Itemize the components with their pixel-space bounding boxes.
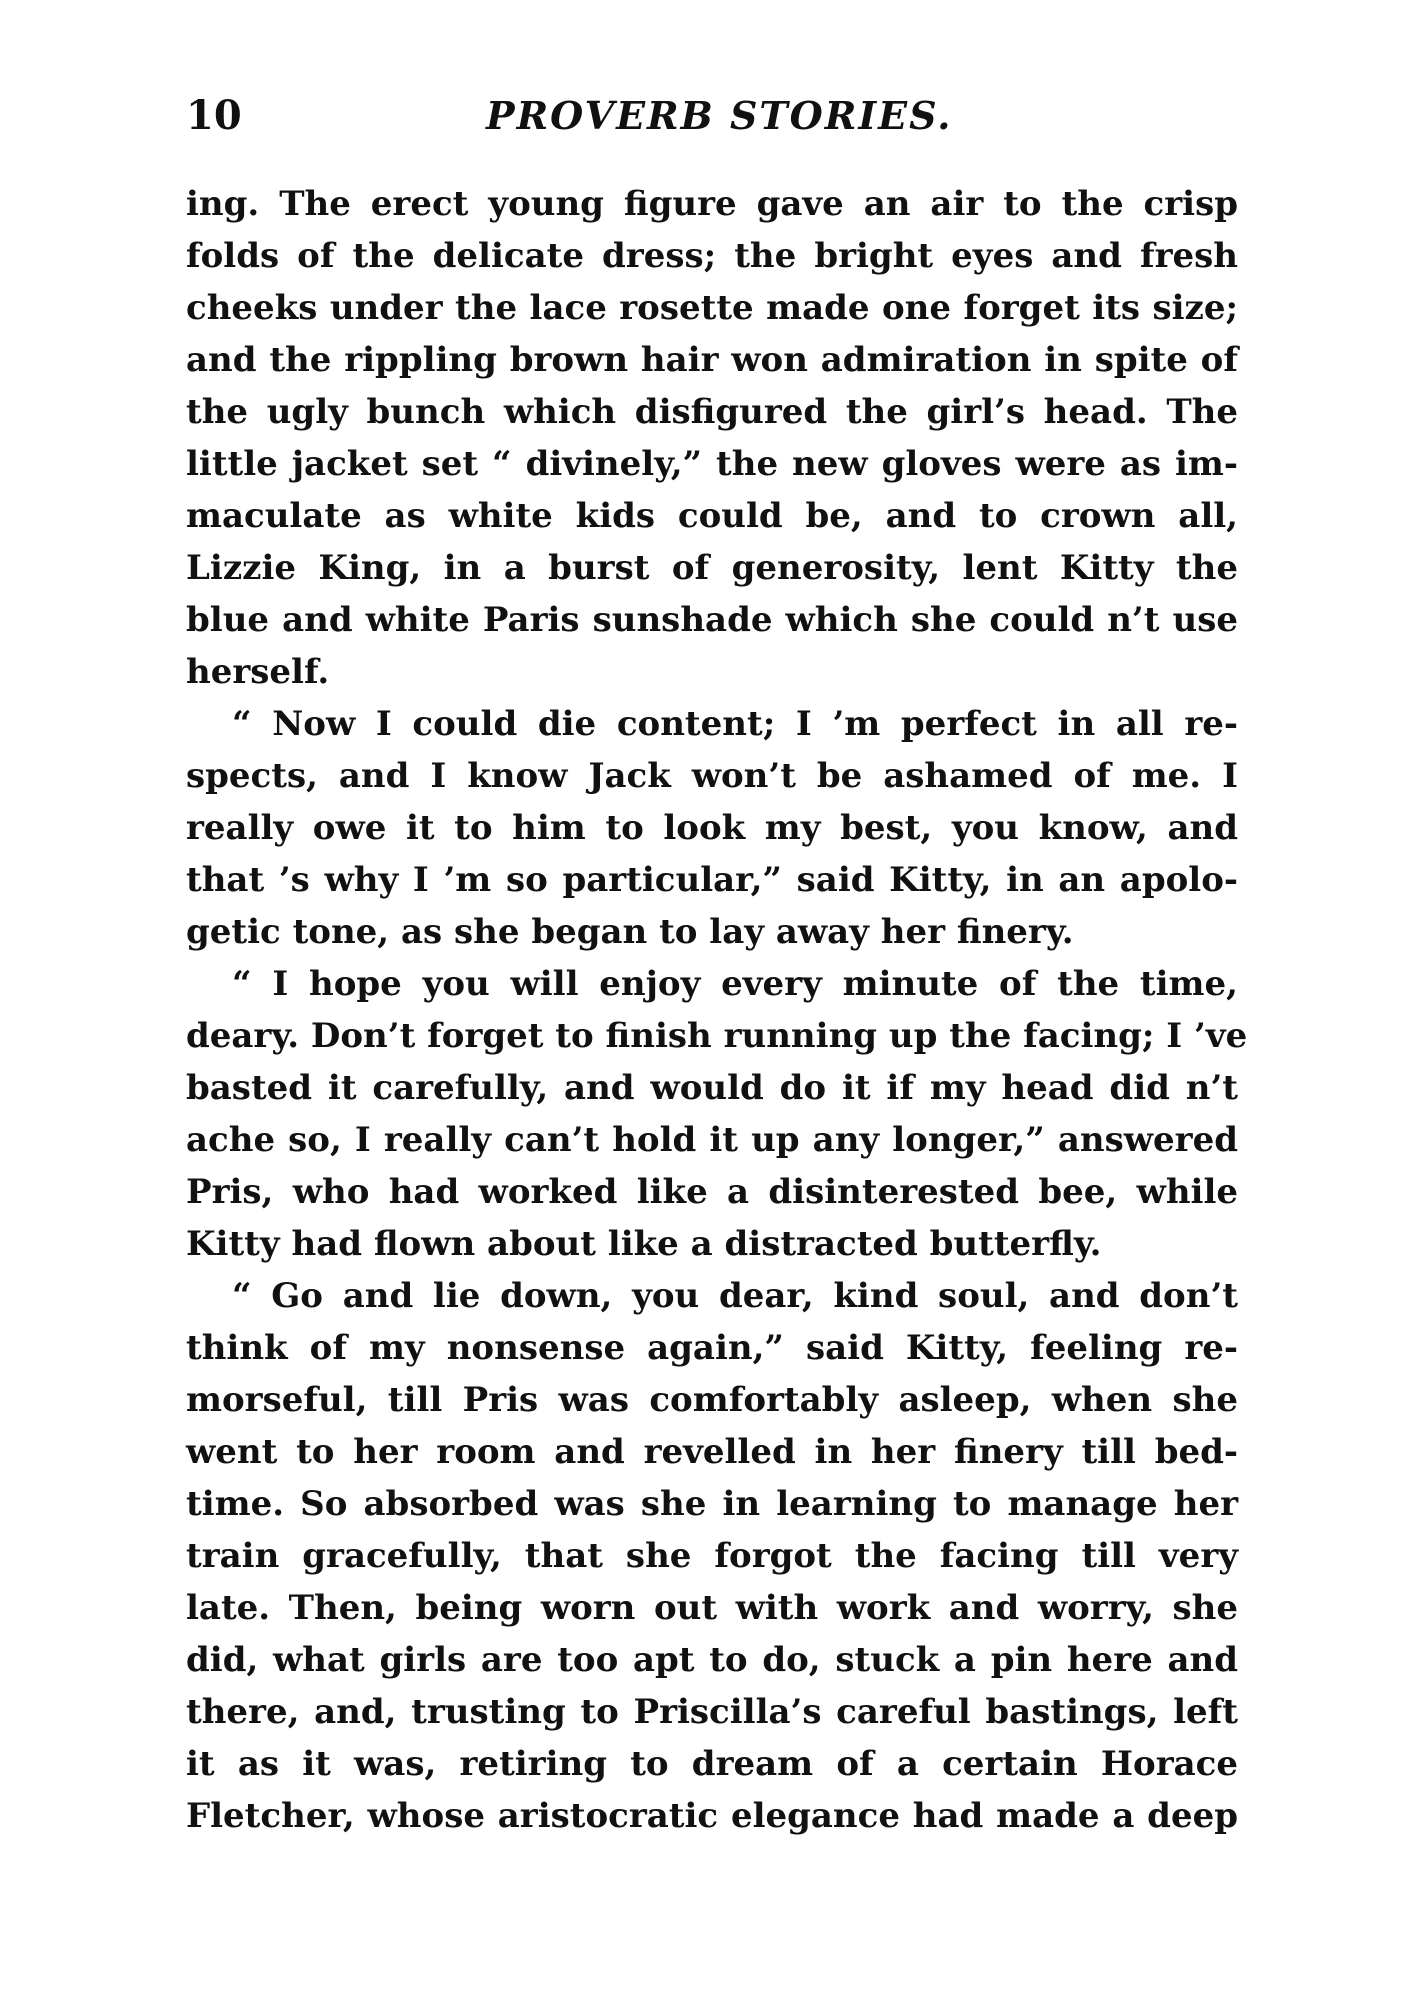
text-line: herself. [186,652,330,692]
text-line: basted it carefully, and would do it if my head did n’t [186,1068,1238,1108]
text-line: the ugly bunch which disfigured the girl’s head. The [186,392,1238,432]
text-line: “ Go and lie down, you dear, kind soul, and don’t [232,1276,1238,1316]
text-line: think of my nonsense again,” said Kitty, feeling re- [186,1328,1238,1368]
text-line: folds of the delicate dress; the bright eyes and fresh [186,236,1238,276]
text-line: “ I hope you will enjoy every minute of the time, [232,964,1238,1004]
text-line: ache so, I really can’t hold it up any longer,” answered [186,1120,1238,1160]
running-head [186,86,1238,146]
text-line: Lizzie King, in a burst of generosity, lent Kitty the [186,548,1238,588]
text-line: blue and white Paris sunshade which she could n’t use [186,600,1238,640]
text-line: cheeks under the lace rosette made one forget its size; [186,288,1238,328]
text-line: deary. Don’t forget to finish running up the facing; I ’ve [186,1016,1248,1056]
text-line: spects, and I know Jack won’t be ashamed of me. I [186,756,1238,796]
text-line: Fletcher, whose aristocratic elegance had made a deep [186,1796,1238,1836]
text-line: did, what girls are too apt to do, stuck a pin here and [186,1640,1238,1680]
text-line: that ’s why I ’m so particular,” said Kitty, in an apolo- [186,860,1238,900]
text-line: morseful, till Pris was comfortably asleep, when she [186,1380,1238,1420]
body-text [186,178,1248,1842]
text-line: maculate as white kids could be, and to crown all, [186,496,1238,536]
text-line: Pris, who had worked like a disinterested bee, while [186,1172,1238,1212]
text-line: went to her room and revelled in her finery till bed- [186,1432,1238,1472]
text-line: little jacket set “ divinely,” the new gloves were as im- [186,444,1238,484]
text-line: “ Now I could die content; I ’m perfect in all re- [232,704,1238,744]
text-line: Kitty had flown about like a distracted butterfly. [186,1224,1102,1264]
text-line: ing. The erect young figure gave an air to the crisp [186,184,1238,224]
text-line: time. So absorbed was she in learning to manage her [186,1484,1238,1524]
text-line: really owe it to him to look my best, you know, and [186,808,1238,848]
text-line: getic tone, as she began to lay away her finery. [186,912,1074,952]
text-line: there, and, trusting to Priscilla’s careful bastings, left [186,1692,1238,1732]
text-line: train gracefully, that she forgot the facing till very [186,1536,1238,1576]
text-line: it as it was, retiring to dream of a certain Horace [186,1744,1238,1784]
text-line: and the rippling brown hair won admiration in spite of [186,340,1238,380]
page-number: 10 [186,92,242,139]
book-title: PROVERB STORIES. [486,93,953,138]
text-line: late. Then, being worn out with work and worry, she [186,1588,1238,1628]
